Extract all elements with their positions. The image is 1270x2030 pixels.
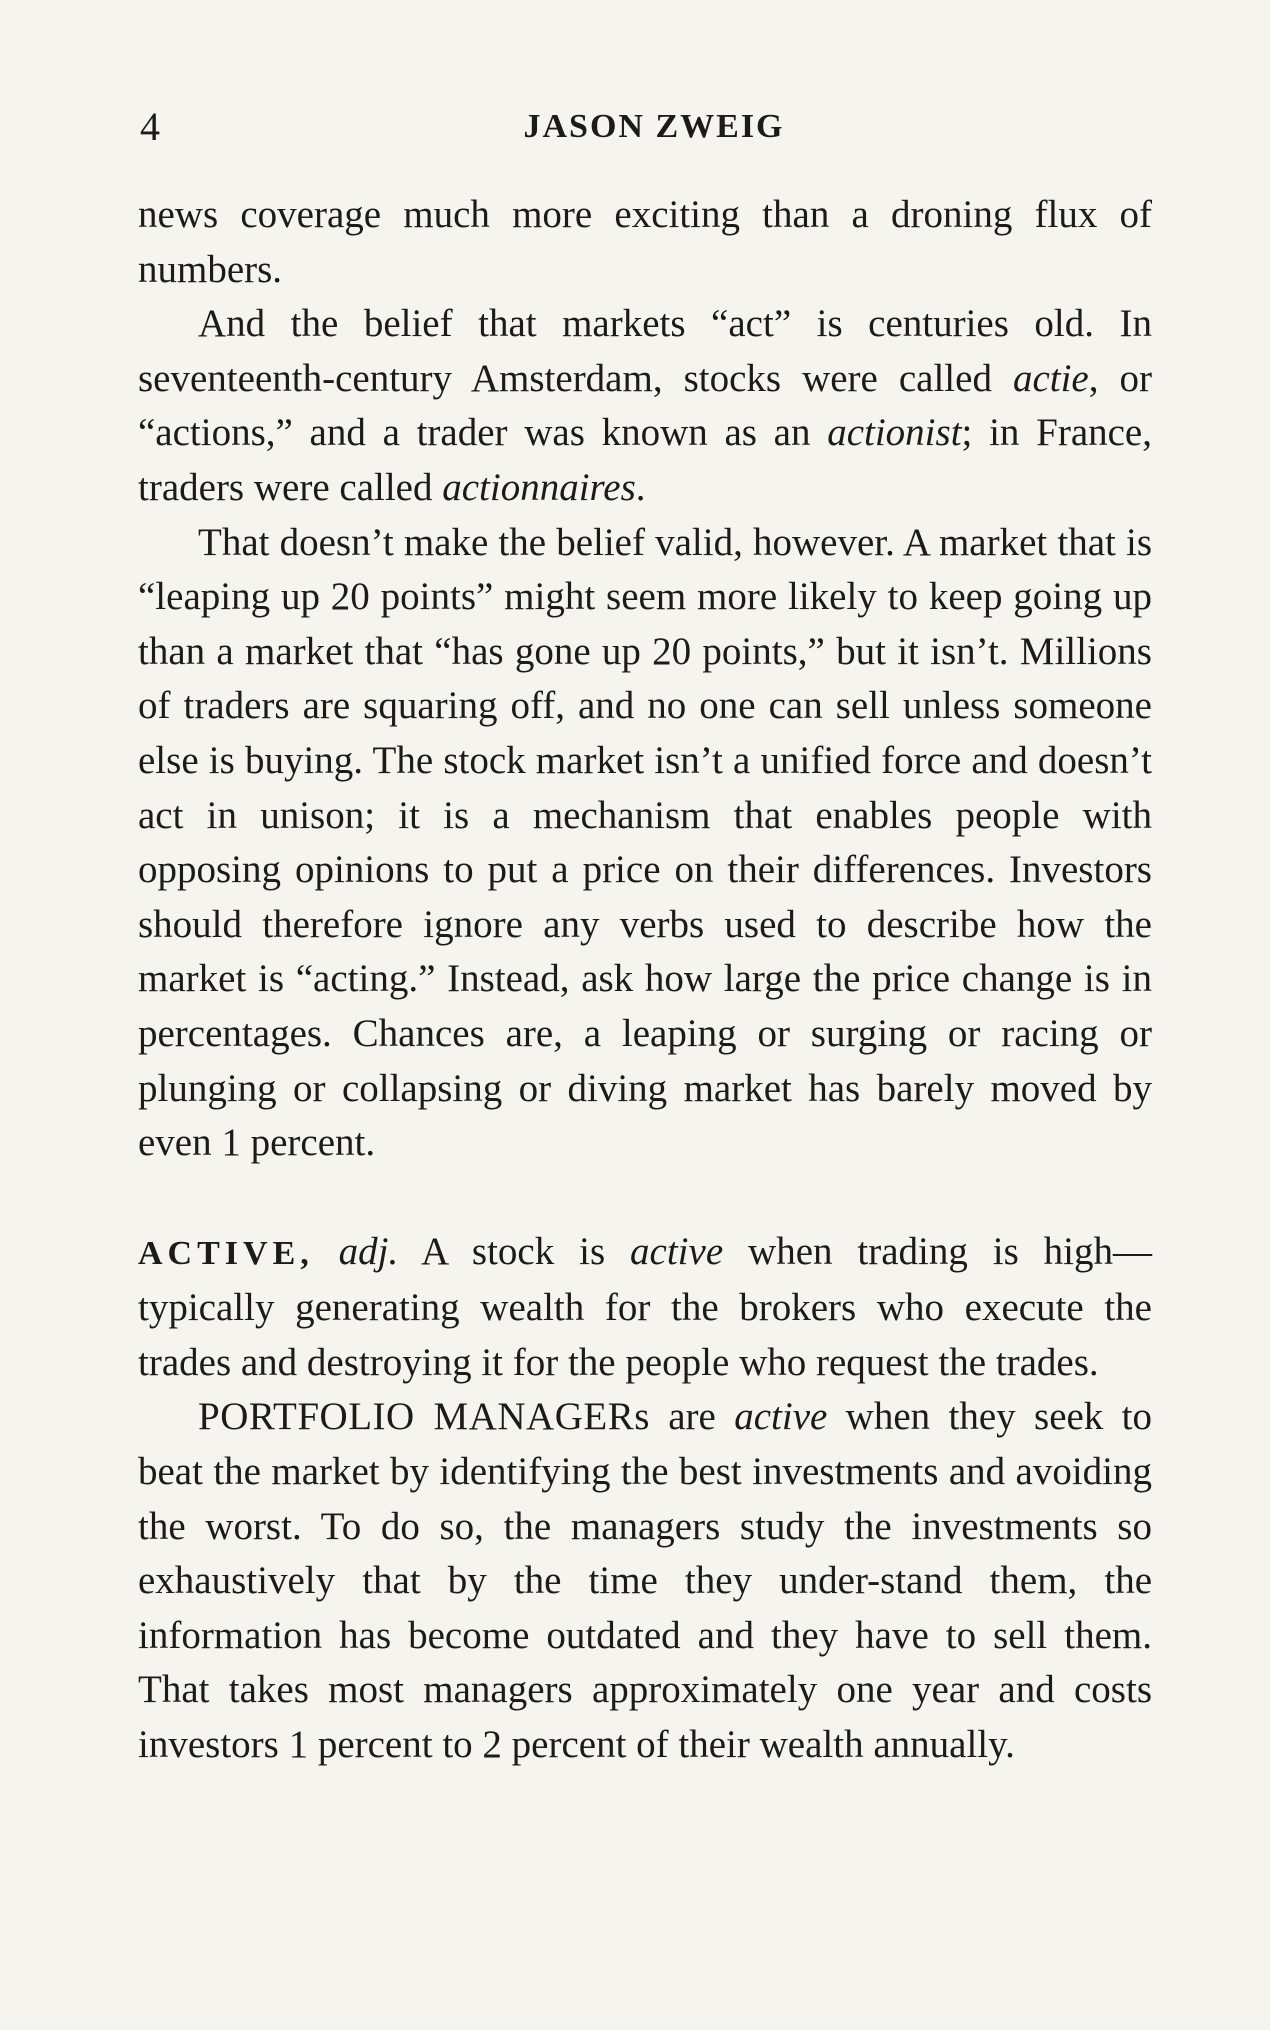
entry-text-a: A stock is — [398, 1229, 631, 1273]
paragraph-5-text-a: are — [649, 1395, 735, 1439]
paragraph-2-text-d: . — [635, 465, 646, 509]
paragraph-5 — [138, 1390, 1152, 1772]
paragraph-5-active: active — [734, 1395, 828, 1439]
term-actionist: actionist — [827, 411, 962, 455]
page-header — [138, 102, 1150, 152]
entry-spacer — [138, 1171, 1152, 1225]
body-text — [138, 188, 1152, 1773]
paragraph-3: That doesn’t make the belief valid, however. A market that is “leaping up 20 points” might seem more likely to keep going up than a market that “has gone up 20 points,” but it isn’t. Millions of traders are squaring off, and no one can sell unless someone else is buying. The stock market isn’t a unified force and doesn’t act in unison; it is a mechanism that enables people with opposing opinions to put a price on their differences. Investors should therefore ignore any verbs used to describe how the market is “acting.” Instead, ask how large the price change is in percentages. Chances are, a leaping or surging or racing or plunging or collapsing or diving market has barely moved by even 1 percent. — [138, 520, 1152, 1165]
entry-active — [138, 1225, 1152, 1391]
paragraph-2-text-a: And the belief that markets “act” is centuries old. In seventeenth-century Amsterdam, stocks were called — [138, 302, 1152, 400]
paragraph-2-text-c: ; in France, traders were called — [138, 411, 1152, 509]
entry-term: ACTIVE, — [138, 1234, 314, 1272]
paragraph-1: news coverage much more exciting than a droning flux of numbers. — [138, 193, 1152, 291]
term-actionnaires: actionnaires — [442, 465, 636, 509]
entry-part-of-speech: adj. — [338, 1229, 399, 1273]
cross-reference-portfolio-managers: PORTFOLIO MANAGERs — [198, 1395, 650, 1439]
page-number: 4 — [140, 104, 160, 149]
term-actie: actie — [1012, 356, 1089, 400]
paragraph-2 — [138, 297, 1152, 515]
paragraph-2-text-b: , or “actions,” and a trader was known as an — [138, 356, 1152, 455]
entry-term-italic: active — [630, 1229, 724, 1273]
paragraph-5-text-b: when they seek to beat the market by identifying the best investments and avoiding the worst. To do so, the managers study the investments so exhaustively that by the time they under-stand them, the information has become outdated and they have to sell them. That takes most managers approximately one year and costs investors 1 percent to 2 percent of their wealth annually. — [138, 1395, 1153, 1767]
entry-text-b: when trading is high—typically generating wealth for the brokers who execute the trades and destroying it for the people who request the trades. — [138, 1229, 1153, 1384]
running-head: JASON ZWEIG — [523, 108, 785, 145]
